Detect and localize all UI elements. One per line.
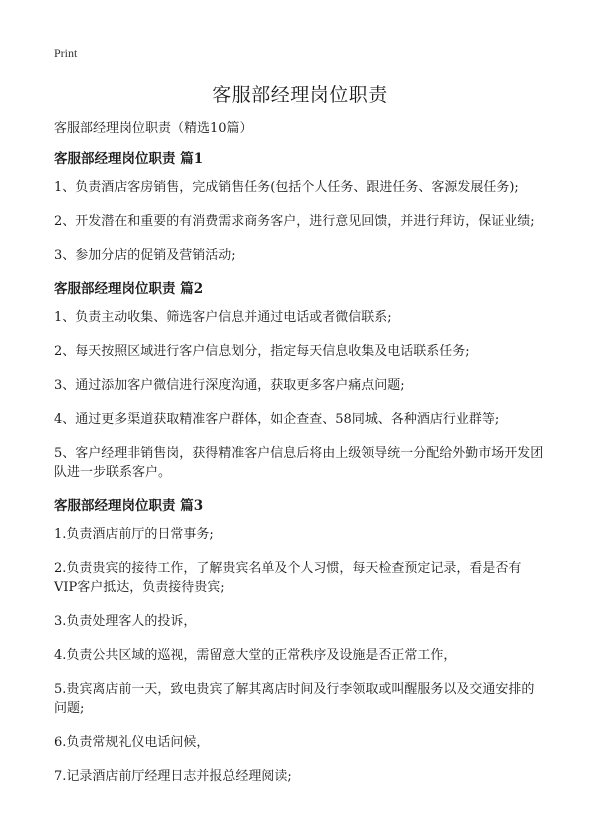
list-item: 4.负责公共区域的巡视，需留意大堂的正常秩序及设施是否正常工作， xyxy=(54,648,457,663)
list-item: 2.负责贵宾的接待工作，了解贵宾名单及个人习惯，每天检查预定记录，看是否有VIP客户抵达，负责接待贵宾; xyxy=(54,561,522,595)
document-body xyxy=(54,120,544,801)
list-item: 6.负责常规礼仪电话问候， xyxy=(54,735,210,750)
document-subtitle: 客服部经理岗位职责（精选10篇） xyxy=(54,121,253,136)
list-item: 3、通过添加客户微信进行深度沟通，获取更多客户痛点问题; xyxy=(54,378,405,393)
list-item: 5.贵宾离店前一天，致电贵宾了解其离店时间及行李领取或叫醒服务以及交通安排的问题; xyxy=(54,682,535,716)
list-item: 3.负责处理客人的投诉， xyxy=(54,614,197,629)
section-title: 客服部经理岗位职责 篇3 xyxy=(54,498,204,514)
section-title: 客服部经理岗位职责 篇2 xyxy=(54,281,204,297)
list-item: 1、负责酒店客房销售，完成销售任务(包括个人任务、跟进任务、客源发展任务); xyxy=(54,180,519,195)
page-title: 客服部经理岗位职责 xyxy=(212,84,388,106)
list-item: 2、开发潜在和重要的有消费需求商务客户，进行意见回馈，并进行拜访，保证业绩; xyxy=(54,214,535,229)
section-title: 客服部经理岗位职责 篇1 xyxy=(54,151,204,167)
list-item: 2、每天按照区域进行客户信息划分，指定每天信息收集及电话联系任务; xyxy=(54,344,470,359)
print-link[interactable]: Print xyxy=(54,46,78,60)
list-item: 1、负责主动收集、筛选客户信息并通过电话或者微信联系; xyxy=(54,310,392,325)
list-item: 3、参加分店的促销及营销活动; xyxy=(54,248,236,263)
list-item: 5、客户经理非销售岗，获得精准客户信息后将由上级领导统一分配给外勤市场开发团队进一步联系客户。 xyxy=(54,446,544,480)
list-item: 1.负责酒店前厅的日常事务; xyxy=(54,527,214,542)
section-1 xyxy=(54,150,544,265)
list-item: 4、通过更多渠道获取精准客户群体，如企查查、58同城、各种酒店行业群等; xyxy=(54,412,500,427)
section-2 xyxy=(54,280,544,482)
list-item: 7.记录酒店前厅经理日志并报总经理阅读; xyxy=(54,769,292,784)
section-3 xyxy=(54,497,544,786)
